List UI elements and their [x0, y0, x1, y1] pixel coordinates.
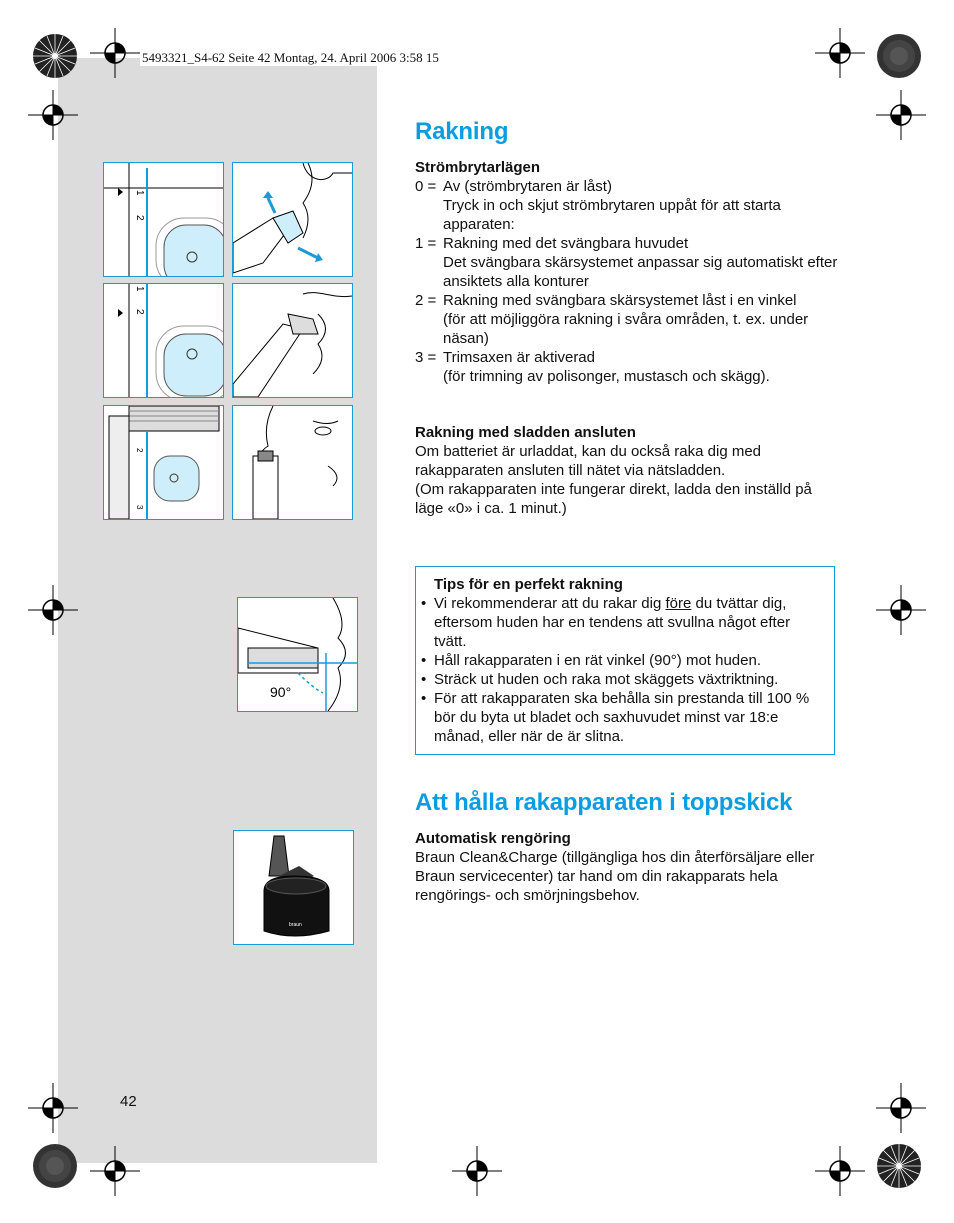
- registration-mark-right-lower: [876, 1083, 926, 1133]
- page-number: 42: [120, 1093, 137, 1110]
- cord-text: Om batteriet är urladdat, kan du också raka dig med rakapparaten ansluten till nätet via nätsladden.: [415, 443, 762, 479]
- switch-item-number: 3 =: [415, 349, 437, 366]
- switch-item-number: 0 =: [415, 178, 437, 195]
- switch-label-two: 2: [134, 215, 145, 221]
- registration-mark-left-lower: [28, 1083, 78, 1133]
- cleaning-text: Braun Clean&Charge (tillgängliga hos din återförsäljare eller Braun servicecenter) tar hand om din rakapparats hela rengörings- och smörjningsbehov.: [415, 849, 815, 904]
- switch-item-1: [415, 234, 840, 253]
- bullet-icon: •: [421, 652, 427, 669]
- switch-positions-block: [415, 158, 840, 386]
- switch-label-one-second: 1: [134, 286, 145, 292]
- switch-item-detail: Tryck in och skjut strömbrytaren uppåt för att starta apparaten:: [443, 197, 781, 233]
- figure-right-angle: [237, 597, 358, 712]
- section-title-maintenance: Att hålla rakapparaten i toppskick: [415, 789, 793, 816]
- brand-label: braun: [289, 922, 302, 928]
- figure-switch-position-3: [103, 405, 224, 520]
- tips-item-4-text: För att rakapparaten ska behålla sin prestanda till 100 % bör du byta ut bladet och saxhuvudet minst var 18:e månad, eller när de är slitna.: [434, 690, 810, 745]
- bullet-icon: •: [421, 671, 427, 688]
- figure-clean-and-charge: [233, 830, 354, 945]
- switch-item-line: Av (strömbrytaren är låst): [443, 178, 612, 195]
- registration-mark-left-upper: [28, 90, 78, 140]
- tips-item-3-text: Sträck ut huden och raka mot skäggets växtriktning.: [434, 671, 779, 688]
- tips-item-1-post: du tvättar dig, eftersom huden har en tendens att svullna något efter tvätt.: [434, 595, 791, 650]
- switch-item-line: Rakning med svängbara skärsystemet låst i en vinkel: [443, 292, 797, 309]
- tips-item-2: [421, 651, 824, 670]
- registration-mark-top-right: [815, 28, 865, 78]
- bullet-icon: •: [421, 690, 427, 707]
- tips-item-1-underlined: före: [665, 595, 692, 612]
- switch-item-3: [415, 348, 840, 367]
- cord-block: [415, 423, 840, 518]
- starburst-target-bottom-left: [32, 1143, 78, 1189]
- print-header-line: 5493321_S4-62 Seite 42 Montag, 24. April 2006 3:58 15: [142, 50, 439, 65]
- registration-mark-right-middle: [876, 585, 926, 635]
- starburst-target-bottom-right: [876, 1143, 922, 1189]
- cleaning-block: [415, 829, 840, 905]
- switch-item-detail: (för trimning av polisonger, mustasch och skägg).: [443, 368, 770, 385]
- switch-item-2: [415, 291, 840, 310]
- switch-item-0: [415, 177, 840, 196]
- bullet-icon: •: [421, 595, 427, 612]
- cord-note: (Om rakapparaten inte fungerar direkt, ladda den inställd på läge «0» i ca. 1 minut.): [415, 481, 812, 517]
- switch-item-number: 1 =: [415, 235, 437, 252]
- figure-trimmer-use: [232, 405, 353, 520]
- figure-switch-position-2: [103, 283, 224, 398]
- tips-title: Tips för en perfekt rakning: [434, 576, 623, 593]
- switch-positions-heading: Strömbrytarlägen: [415, 159, 541, 176]
- tips-item-4: [421, 689, 824, 746]
- tips-item-2-text: Håll rakapparaten i en rät vinkel (90°) mot huden.: [434, 652, 762, 669]
- registration-mark-left-middle: [28, 585, 78, 635]
- angle-label: 90°: [270, 684, 292, 700]
- registration-mark-top-left: [90, 28, 140, 78]
- switch-label-two-second: 2: [134, 309, 145, 315]
- section-title-rakning: Rakning: [415, 118, 509, 145]
- figure-switch-position-1: [103, 162, 224, 277]
- switch-item-number: 2 =: [415, 292, 437, 309]
- starburst-target-top-right: [876, 33, 922, 79]
- figure-shaver-under-nose: [232, 283, 353, 398]
- registration-mark-bottom-right: [815, 1146, 865, 1196]
- starburst-target-top-left: [32, 33, 78, 79]
- cleaning-heading: Automatisk rengöring: [415, 830, 571, 847]
- tips-item-1: [421, 594, 824, 651]
- figure-shaver-pivoting-head: [232, 162, 353, 277]
- tips-item-1-pre: Vi rekommenderar att du rakar dig: [434, 595, 666, 612]
- switch-label-two-third: 2: [135, 448, 144, 453]
- tips-item-3: [421, 670, 824, 689]
- switch-label-one: 1: [134, 190, 145, 196]
- registration-mark-bottom-center: [452, 1146, 502, 1196]
- switch-item-detail: Det svängbara skärsystemet anpassar sig automatiskt efter ansiktets alla konturer: [443, 254, 838, 290]
- switch-item-line: Trimsaxen är aktiverad: [443, 349, 595, 366]
- switch-label-three: 3: [135, 505, 144, 510]
- registration-mark-right-upper: [876, 90, 926, 140]
- switch-item-line: Rakning med det svängbara huvudet: [443, 235, 689, 252]
- switch-item-detail: (för att möjliggöra rakning i svåra områden, t. ex. under näsan): [443, 311, 809, 347]
- registration-mark-bottom-left: [90, 1146, 140, 1196]
- tips-box: [415, 566, 835, 755]
- cord-heading: Rakning med sladden ansluten: [415, 424, 636, 441]
